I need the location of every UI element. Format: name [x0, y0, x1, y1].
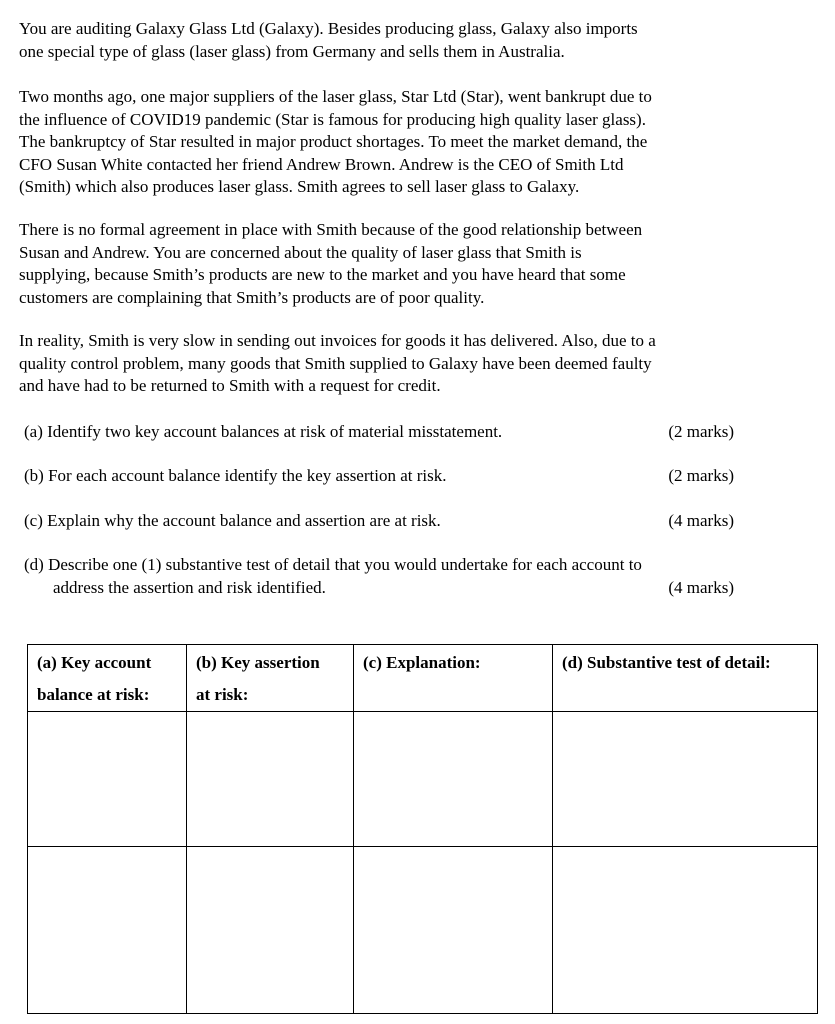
question-marks: (2 marks) — [668, 466, 734, 485]
answer-cell[interactable] — [553, 712, 818, 847]
text-line: customers are complaining that Smith’s products are of poor quality. — [19, 287, 485, 307]
header-key-account-balance — [28, 645, 187, 712]
question-text: (d) Describe one (1) substantive test of detail that you would undertake for each account to — [24, 555, 642, 574]
header-line: at risk: — [196, 685, 249, 704]
question-marks: (2 marks) — [668, 422, 734, 441]
question-text: (a) Identify two key account balances at risk of material misstatement. — [24, 422, 503, 441]
text-line: The bankruptcy of Star resulted in major product shortages. To meet the market demand, the — [19, 132, 648, 151]
text-line: quality control problem, many goods that Smith supplied to Galaxy have been deemed faulty — [19, 353, 652, 373]
table-row — [28, 847, 818, 1014]
answer-cell[interactable] — [28, 712, 187, 847]
text-line: There is no formal agreement in place with Smith because of the good relationship between — [19, 220, 643, 239]
answer-table — [27, 644, 818, 1014]
question-d — [24, 554, 734, 599]
header-line: (a) Key account — [37, 653, 152, 672]
paragraph-invoices — [19, 330, 779, 398]
text-line: Susan and Andrew. You are concerned about the quality of laser glass that Smith is — [19, 242, 582, 262]
question-marks: (4 marks) — [668, 577, 734, 597]
text-line: and have had to be returned to Smith with a request for credit. — [19, 376, 441, 395]
text-line: (Smith) which also produces laser glass. Smith agrees to sell laser glass to Galaxy. — [19, 177, 580, 196]
paragraph-no-agreement — [19, 219, 779, 309]
question-text: (b) For each account balance identify the key assertion at risk. — [24, 466, 447, 485]
text-line: In reality, Smith is very slow in sending out invoices for goods it has delivered. Also, due to a — [19, 331, 656, 350]
answer-cell[interactable] — [187, 712, 354, 847]
paragraph-intro — [19, 18, 779, 63]
header-line: (c) Explanation: — [363, 653, 481, 672]
answer-cell[interactable] — [187, 847, 354, 1014]
header-explanation — [354, 645, 553, 712]
answer-cell[interactable] — [354, 712, 553, 847]
question-c — [24, 510, 734, 533]
header-line: (b) Key assertion — [196, 653, 320, 672]
question-text: (c) Explain why the account balance and assertion are at risk. — [24, 511, 441, 530]
answer-cell[interactable] — [354, 847, 553, 1014]
header-line: balance at risk: — [37, 685, 150, 704]
header-key-assertion — [187, 645, 354, 712]
text-line: You are auditing Galaxy Glass Ltd (Galaxy). Besides producing glass, Galaxy also imports — [19, 19, 638, 38]
answer-cell[interactable] — [553, 847, 818, 1014]
table-header-row — [28, 645, 818, 712]
question-marks: (4 marks) — [668, 511, 734, 530]
text-line: CFO Susan White contacted her friend Andrew Brown. Andrew is the CEO of Smith Ltd — [19, 154, 624, 174]
header-line: (d) Substantive test of detail: — [562, 653, 771, 672]
question-b — [24, 465, 734, 488]
text-line: one special type of glass (laser glass) from Germany and sells them in Australia. — [19, 41, 565, 61]
text-line: the influence of COVID19 pandemic (Star is famous for producing high quality laser glass). — [19, 109, 646, 129]
text-line: supplying, because Smith’s products are new to the market and you have heard that some — [19, 265, 626, 284]
header-substantive-test — [553, 645, 818, 712]
question-a — [24, 421, 734, 444]
table-row — [28, 712, 818, 847]
text-line: Two months ago, one major suppliers of the laser glass, Star Ltd (Star), went bankrupt due to — [19, 87, 652, 106]
question-text-continued: address the assertion and risk identified. — [53, 577, 326, 597]
paragraph-star-bankruptcy — [19, 86, 779, 199]
answer-cell[interactable] — [28, 847, 187, 1014]
